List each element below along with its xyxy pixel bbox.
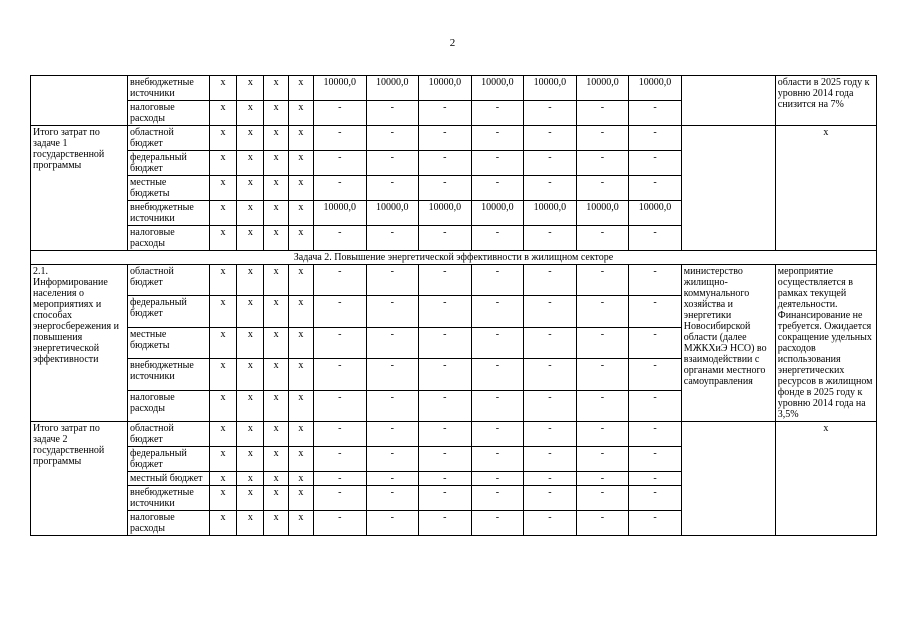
x-mark-cell: x	[264, 511, 288, 536]
x-mark-cell: x	[209, 76, 236, 101]
total-task2-label: Итого затрат по задаче 2 государственной программы	[31, 422, 128, 536]
year-value-cell: -	[419, 176, 472, 201]
x-mark-cell: x	[209, 265, 236, 296]
funding-source-cell: местные бюджеты	[128, 327, 210, 358]
year-value-cell: -	[576, 486, 629, 511]
year-value-cell: -	[366, 511, 419, 536]
year-value-cell: -	[524, 327, 577, 358]
x-mark-cell: x	[237, 327, 264, 358]
year-value-cell: -	[629, 390, 682, 421]
x-mark-cell: x	[288, 327, 313, 358]
year-value-cell: -	[629, 472, 682, 486]
funding-source-cell: областной бюджет	[128, 126, 210, 151]
year-value-cell: -	[366, 151, 419, 176]
x-mark-cell: x	[264, 226, 288, 251]
funding-source-cell: внебюджетные источники	[128, 359, 210, 390]
year-value-cell: 10000,0	[366, 201, 419, 226]
year-value-cell: -	[366, 265, 419, 296]
x-mark-cell: x	[209, 511, 236, 536]
year-value-cell: -	[419, 447, 472, 472]
x-mark-cell: x	[264, 76, 288, 101]
year-value-cell: -	[576, 511, 629, 536]
year-value-cell: -	[524, 359, 577, 390]
year-value-cell: -	[471, 390, 524, 421]
x-mark-cell: x	[288, 359, 313, 390]
year-value-cell: -	[419, 151, 472, 176]
funding-source-cell: налоговые расходы	[128, 101, 210, 126]
year-value-cell: -	[471, 126, 524, 151]
year-value-cell: -	[576, 472, 629, 486]
year-value-cell: 10000,0	[313, 76, 366, 101]
year-value-cell: -	[313, 511, 366, 536]
x-mark-cell: x	[264, 126, 288, 151]
x-mark-cell: x	[288, 265, 313, 296]
year-value-cell: -	[313, 390, 366, 421]
year-value-cell: -	[629, 226, 682, 251]
table-row	[31, 251, 877, 265]
year-value-cell: -	[313, 327, 366, 358]
year-value-cell: -	[419, 390, 472, 421]
executor-cell	[681, 126, 775, 251]
result-cell: области в 2025 году к уровню 2014 года снизится на 7%	[775, 76, 876, 126]
x-mark-cell: x	[288, 447, 313, 472]
x-mark-cell: x	[237, 201, 264, 226]
year-value-cell: -	[629, 486, 682, 511]
x-mark-cell: x	[237, 151, 264, 176]
year-value-cell: -	[576, 151, 629, 176]
year-value-cell: -	[366, 486, 419, 511]
year-value-cell: -	[471, 472, 524, 486]
continued-item-cell	[31, 76, 128, 126]
year-value-cell: -	[471, 447, 524, 472]
funding-source-cell: федеральный бюджет	[128, 151, 210, 176]
year-value-cell: -	[576, 327, 629, 358]
funding-source-cell: внебюджетные источники	[128, 76, 210, 101]
year-value-cell: -	[576, 226, 629, 251]
x-mark-cell: x	[237, 126, 264, 151]
year-value-cell: -	[524, 101, 577, 126]
x-mark-cell: x	[288, 390, 313, 421]
funding-source-cell: местные бюджеты	[128, 176, 210, 201]
year-value-cell: 10000,0	[471, 201, 524, 226]
x-mark-cell: x	[209, 422, 236, 447]
x-mark-cell: x	[209, 151, 236, 176]
year-value-cell: -	[471, 511, 524, 536]
x-mark-cell: x	[237, 447, 264, 472]
year-value-cell: -	[524, 226, 577, 251]
year-value-cell: -	[366, 176, 419, 201]
x-mark-cell: x	[288, 422, 313, 447]
year-value-cell: -	[471, 486, 524, 511]
year-value-cell: -	[313, 101, 366, 126]
x-mark-cell: x	[209, 201, 236, 226]
year-value-cell: -	[629, 265, 682, 296]
x-mark-cell: x	[288, 226, 313, 251]
year-value-cell: -	[524, 447, 577, 472]
year-value-cell: -	[576, 265, 629, 296]
year-value-cell: -	[576, 101, 629, 126]
x-mark-cell: x	[237, 176, 264, 201]
year-value-cell: -	[366, 226, 419, 251]
year-value-cell: -	[471, 359, 524, 390]
x-mark-cell: x	[264, 101, 288, 126]
year-value-cell: -	[471, 151, 524, 176]
x-mark-cell: x	[264, 201, 288, 226]
year-value-cell: -	[524, 126, 577, 151]
x-mark-cell: x	[209, 359, 236, 390]
year-value-cell: -	[313, 151, 366, 176]
x-mark-cell: x	[264, 390, 288, 421]
x-mark-cell: x	[288, 511, 313, 536]
executor-cell	[681, 422, 775, 536]
task2-heading: Задача 2. Повышение энергетической эффективности в жилищном секторе	[31, 251, 877, 265]
year-value-cell: -	[524, 422, 577, 447]
result-cell: х	[775, 126, 876, 251]
x-mark-cell: x	[209, 486, 236, 511]
funding-source-cell: местный бюджет	[128, 472, 210, 486]
year-value-cell: -	[366, 126, 419, 151]
year-value-cell: -	[366, 101, 419, 126]
funding-source-cell: областной бюджет	[128, 265, 210, 296]
x-mark-cell: x	[237, 265, 264, 296]
table-row	[31, 422, 877, 447]
year-value-cell: -	[471, 226, 524, 251]
year-value-cell: -	[629, 447, 682, 472]
year-value-cell: 10000,0	[313, 201, 366, 226]
year-value-cell: -	[629, 359, 682, 390]
year-value-cell: 10000,0	[576, 76, 629, 101]
x-mark-cell: x	[288, 486, 313, 511]
year-value-cell: -	[419, 511, 472, 536]
year-value-cell: -	[629, 327, 682, 358]
year-value-cell: 10000,0	[471, 76, 524, 101]
year-value-cell: -	[419, 472, 472, 486]
year-value-cell: -	[313, 226, 366, 251]
table-row	[31, 126, 877, 151]
funding-source-cell: налоговые расходы	[128, 390, 210, 421]
year-value-cell: -	[471, 296, 524, 327]
year-value-cell: -	[419, 126, 472, 151]
year-value-cell: -	[366, 296, 419, 327]
x-mark-cell: x	[264, 296, 288, 327]
year-value-cell: -	[524, 486, 577, 511]
year-value-cell: -	[524, 472, 577, 486]
year-value-cell: -	[629, 511, 682, 536]
year-value-cell: -	[576, 126, 629, 151]
x-mark-cell: x	[264, 151, 288, 176]
funding-source-cell: внебюджетные источники	[128, 486, 210, 511]
year-value-cell: 10000,0	[576, 201, 629, 226]
x-mark-cell: x	[264, 447, 288, 472]
x-mark-cell: x	[209, 447, 236, 472]
funding-source-cell: налоговые расходы	[128, 511, 210, 536]
year-value-cell: -	[576, 447, 629, 472]
year-value-cell: -	[313, 486, 366, 511]
x-mark-cell: x	[209, 327, 236, 358]
funding-source-cell: федеральный бюджет	[128, 447, 210, 472]
table-row	[31, 265, 877, 296]
funding-source-cell: федеральный бюджет	[128, 296, 210, 327]
year-value-cell: -	[366, 390, 419, 421]
x-mark-cell: x	[209, 126, 236, 151]
x-mark-cell: x	[264, 472, 288, 486]
year-value-cell: -	[576, 176, 629, 201]
item-2-1-label: 2.1. Информирование населения о мероприятиях и способах энергосбережения и повышения энергетической эффективности	[31, 265, 128, 422]
year-value-cell: 10000,0	[366, 76, 419, 101]
x-mark-cell: x	[237, 359, 264, 390]
year-value-cell: -	[419, 265, 472, 296]
x-mark-cell: x	[237, 101, 264, 126]
year-value-cell: -	[576, 422, 629, 447]
year-value-cell: -	[629, 151, 682, 176]
year-value-cell: -	[419, 327, 472, 358]
x-mark-cell: x	[237, 76, 264, 101]
year-value-cell: -	[471, 422, 524, 447]
year-value-cell: -	[629, 422, 682, 447]
year-value-cell: -	[524, 296, 577, 327]
year-value-cell: -	[524, 151, 577, 176]
x-mark-cell: x	[288, 296, 313, 327]
x-mark-cell: x	[288, 101, 313, 126]
year-value-cell: -	[471, 176, 524, 201]
year-value-cell: -	[629, 101, 682, 126]
x-mark-cell: x	[209, 472, 236, 486]
year-value-cell: -	[313, 265, 366, 296]
x-mark-cell: x	[288, 176, 313, 201]
x-mark-cell: x	[264, 359, 288, 390]
x-mark-cell: x	[237, 390, 264, 421]
x-mark-cell: x	[288, 126, 313, 151]
x-mark-cell: x	[264, 486, 288, 511]
x-mark-cell: x	[264, 327, 288, 358]
year-value-cell: -	[471, 101, 524, 126]
year-value-cell: -	[419, 226, 472, 251]
year-value-cell: -	[366, 472, 419, 486]
year-value-cell: -	[313, 472, 366, 486]
year-value-cell: -	[313, 176, 366, 201]
funding-source-cell: внебюджетные источники	[128, 201, 210, 226]
year-value-cell: -	[471, 265, 524, 296]
year-value-cell: 10000,0	[419, 76, 472, 101]
year-value-cell: -	[524, 390, 577, 421]
executor-cell	[681, 76, 775, 126]
total-task1-label: Итого затрат по задаче 1 государственной программы	[31, 126, 128, 251]
year-value-cell: -	[576, 359, 629, 390]
executor-cell: министерство жилищно-коммунального хозяйства и энергетики Новосибирской области (далее МЖКХиЭ НСО) во взаимодействии с органами местного самоуправления	[681, 265, 775, 422]
year-value-cell: -	[313, 447, 366, 472]
year-value-cell: -	[313, 422, 366, 447]
year-value-cell: 10000,0	[419, 201, 472, 226]
year-value-cell: 10000,0	[524, 76, 577, 101]
x-mark-cell: x	[288, 201, 313, 226]
year-value-cell: -	[629, 126, 682, 151]
year-value-cell: -	[313, 359, 366, 390]
year-value-cell: -	[524, 265, 577, 296]
x-mark-cell: x	[237, 226, 264, 251]
x-mark-cell: x	[264, 422, 288, 447]
year-value-cell: -	[629, 176, 682, 201]
x-mark-cell: x	[288, 151, 313, 176]
year-value-cell: -	[366, 422, 419, 447]
year-value-cell: -	[419, 296, 472, 327]
result-cell: мероприятие осуществляется в рамках текущей деятельности. Финансирование не требуется. Ожидается сокращение удельных расходов использования энергетических ресурсов в жилищном фонде в 2025 году к уровню 2014 года на 3,5%	[775, 265, 876, 422]
year-value-cell: -	[576, 390, 629, 421]
x-mark-cell: x	[209, 226, 236, 251]
year-value-cell: -	[471, 327, 524, 358]
funding-source-cell: налоговые расходы	[128, 226, 210, 251]
year-value-cell: 10000,0	[524, 201, 577, 226]
year-value-cell: -	[313, 296, 366, 327]
program-cost-table	[30, 75, 877, 536]
year-value-cell: -	[524, 176, 577, 201]
year-value-cell: -	[366, 327, 419, 358]
x-mark-cell: x	[288, 472, 313, 486]
x-mark-cell: x	[209, 101, 236, 126]
year-value-cell: -	[419, 359, 472, 390]
x-mark-cell: x	[237, 511, 264, 536]
x-mark-cell: x	[264, 176, 288, 201]
year-value-cell: -	[419, 422, 472, 447]
year-value-cell: -	[629, 296, 682, 327]
year-value-cell: -	[366, 359, 419, 390]
x-mark-cell: x	[237, 486, 264, 511]
year-value-cell: -	[524, 511, 577, 536]
x-mark-cell: x	[209, 296, 236, 327]
year-value-cell: 10000,0	[629, 76, 682, 101]
x-mark-cell: x	[209, 176, 236, 201]
result-cell: х	[775, 422, 876, 536]
x-mark-cell: x	[237, 422, 264, 447]
year-value-cell: 10000,0	[629, 201, 682, 226]
table-row	[31, 76, 877, 101]
funding-source-cell: областной бюджет	[128, 422, 210, 447]
year-value-cell: -	[313, 126, 366, 151]
x-mark-cell: x	[288, 76, 313, 101]
x-mark-cell: x	[237, 296, 264, 327]
year-value-cell: -	[419, 101, 472, 126]
x-mark-cell: x	[264, 265, 288, 296]
year-value-cell: -	[576, 296, 629, 327]
year-value-cell: -	[419, 486, 472, 511]
x-mark-cell: x	[209, 390, 236, 421]
page-number: 2	[449, 37, 456, 49]
year-value-cell: -	[366, 447, 419, 472]
x-mark-cell: x	[237, 472, 264, 486]
